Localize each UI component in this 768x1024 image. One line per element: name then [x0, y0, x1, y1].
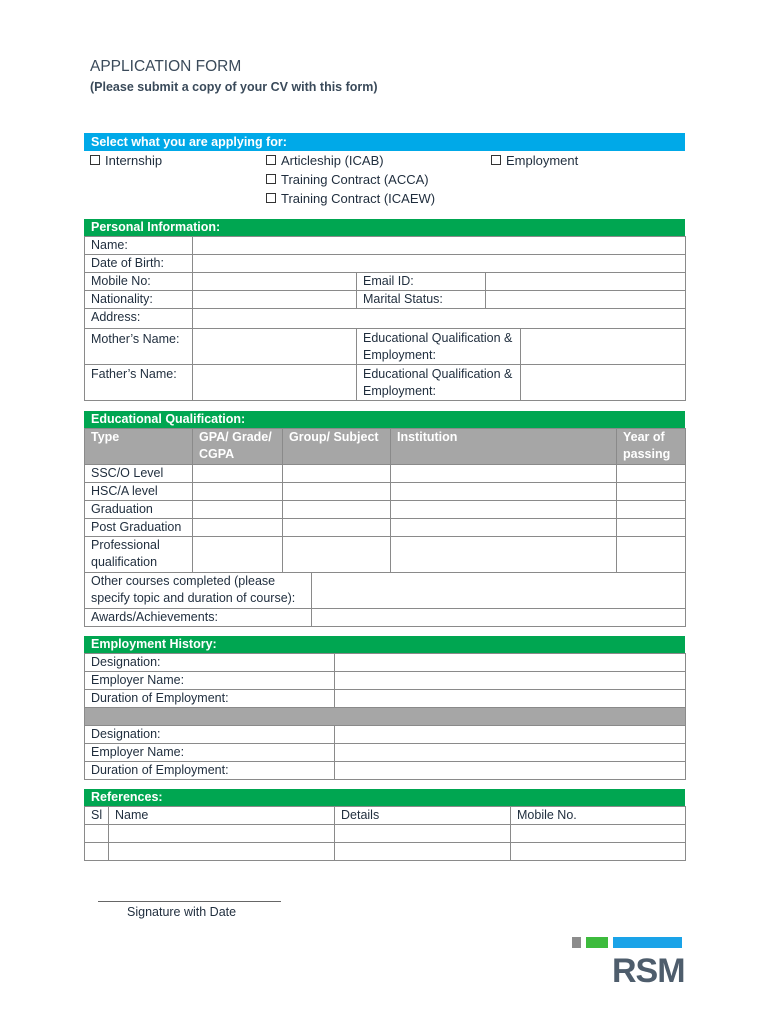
edu-col-gpa: GPA/ Grade/ CGPA — [193, 429, 283, 465]
applying-heading: Select what you are applying for: — [84, 133, 685, 151]
ref-cell[interactable] — [511, 843, 686, 861]
edu-row-label: Professional qualification — [85, 537, 193, 573]
references-heading: References: — [84, 789, 685, 806]
designation-field[interactable] — [335, 726, 686, 744]
edu-cell[interactable] — [391, 483, 617, 501]
edu-row-label: Post Graduation — [85, 519, 193, 537]
form-subtitle: (Please submit a copy of your CV with this form) — [90, 80, 378, 94]
employer-field[interactable] — [335, 672, 686, 690]
edu-cell[interactable] — [617, 537, 686, 573]
father-edu-field[interactable] — [521, 365, 686, 401]
table-row — [85, 483, 686, 501]
name-field[interactable] — [193, 237, 686, 255]
ref-cell[interactable] — [511, 825, 686, 843]
marital-field[interactable] — [486, 291, 686, 309]
edu-cell[interactable] — [193, 483, 283, 501]
father-edu-label: Educational Qualification & Employment: — [357, 365, 521, 401]
edu-col-type: Type — [85, 429, 193, 465]
employer-field[interactable] — [335, 744, 686, 762]
employment-heading: Employment History: — [84, 636, 685, 653]
personal-heading: Personal Information: — [84, 219, 685, 236]
education-table — [84, 428, 686, 627]
edu-cell[interactable] — [193, 519, 283, 537]
email-label: Email ID: — [357, 273, 486, 291]
edu-row-label: Graduation — [85, 501, 193, 519]
mother-edu-label: Educational Qualification & Employment: — [357, 329, 521, 365]
logo-blue-bar — [613, 937, 682, 948]
table-row — [85, 843, 686, 861]
address-field[interactable] — [193, 309, 686, 329]
designation-field[interactable] — [335, 654, 686, 672]
email-field[interactable] — [486, 273, 686, 291]
ref-cell[interactable] — [335, 825, 511, 843]
designation-label: Designation: — [85, 726, 335, 744]
ref-cell[interactable] — [109, 843, 335, 861]
mobile-label: Mobile No: — [85, 273, 193, 291]
address-label: Address: — [85, 309, 193, 329]
form-title: APPLICATION FORM — [90, 58, 242, 75]
table-row — [85, 537, 686, 573]
father-field[interactable] — [193, 365, 357, 401]
checkbox-icon[interactable] — [266, 174, 276, 184]
ref-cell[interactable] — [85, 825, 109, 843]
edu-cell[interactable] — [391, 465, 617, 483]
table-row — [85, 519, 686, 537]
checkbox-icon[interactable] — [266, 155, 276, 165]
edu-cell[interactable] — [283, 501, 391, 519]
checkbox-icon[interactable] — [90, 155, 100, 165]
edu-cell[interactable] — [283, 465, 391, 483]
mobile-field[interactable] — [193, 273, 357, 291]
other-courses-label: Other courses completed (please specify topic and duration of course): — [85, 573, 312, 609]
ref-col-details: Details — [335, 807, 511, 825]
awards-field[interactable] — [312, 609, 686, 627]
references-table — [84, 806, 686, 861]
father-label: Father’s Name: — [85, 365, 193, 401]
employer-label: Employer Name: — [85, 672, 335, 690]
mother-field[interactable] — [193, 329, 357, 365]
checkbox-icon[interactable] — [491, 155, 501, 165]
edu-col-year: Year of passing — [617, 429, 686, 465]
edu-cell[interactable] — [617, 465, 686, 483]
duration-field[interactable] — [335, 762, 686, 780]
personal-table — [84, 236, 686, 401]
edu-cell[interactable] — [617, 519, 686, 537]
table-row — [85, 825, 686, 843]
edu-cell[interactable] — [391, 537, 617, 573]
table-row — [85, 465, 686, 483]
option-articleship[interactable]: Articleship (ICAB) — [266, 153, 384, 168]
edu-col-institution: Institution — [391, 429, 617, 465]
nationality-field[interactable] — [193, 291, 357, 309]
employment-separator — [85, 708, 686, 726]
name-label: Name: — [85, 237, 193, 255]
duration-label: Duration of Employment: — [85, 690, 335, 708]
edu-cell[interactable] — [617, 483, 686, 501]
edu-cell[interactable] — [193, 501, 283, 519]
edu-cell[interactable] — [283, 483, 391, 501]
designation-label: Designation: — [85, 654, 335, 672]
ref-col-sl: Sl — [85, 807, 109, 825]
dob-label: Date of Birth: — [85, 255, 193, 273]
edu-cell[interactable] — [193, 537, 283, 573]
option-icaew[interactable]: Training Contract (ICAEW) — [266, 191, 435, 206]
logo-grey-bar — [572, 937, 581, 948]
edu-cell[interactable] — [617, 501, 686, 519]
logo-green-bar — [586, 937, 608, 948]
edu-cell[interactable] — [193, 465, 283, 483]
edu-row-label: HSC/A level — [85, 483, 193, 501]
mother-edu-field[interactable] — [521, 329, 686, 365]
marital-label: Marital Status: — [357, 291, 486, 309]
ref-cell[interactable] — [85, 843, 109, 861]
dob-field[interactable] — [193, 255, 686, 273]
mother-label: Mother’s Name: — [85, 329, 193, 365]
option-internship[interactable]: Internship — [90, 153, 162, 168]
ref-col-mobile: Mobile No. — [511, 807, 686, 825]
ref-cell[interactable] — [335, 843, 511, 861]
other-courses-field[interactable] — [312, 573, 686, 609]
duration-field[interactable] — [335, 690, 686, 708]
ref-col-name: Name — [109, 807, 335, 825]
edu-row-label: SSC/O Level — [85, 465, 193, 483]
education-heading: Educational Qualification: — [84, 411, 685, 428]
edu-col-group: Group/ Subject — [283, 429, 391, 465]
signature-label: Signature with Date — [127, 905, 237, 919]
ref-cell[interactable] — [109, 825, 335, 843]
checkbox-icon[interactable] — [266, 193, 276, 203]
nationality-label: Nationality: — [85, 291, 193, 309]
table-row — [85, 501, 686, 519]
rsm-logo: RSM — [612, 952, 685, 990]
employer-label: Employer Name: — [85, 744, 335, 762]
duration-label: Duration of Employment: — [85, 762, 335, 780]
signature-line[interactable] — [98, 901, 281, 902]
option-employment[interactable]: Employment — [491, 153, 578, 168]
edu-cell[interactable] — [391, 501, 617, 519]
edu-cell[interactable] — [283, 537, 391, 573]
edu-cell[interactable] — [283, 519, 391, 537]
edu-cell[interactable] — [391, 519, 617, 537]
awards-label: Awards/Achievements: — [85, 609, 312, 627]
employment-table — [84, 653, 686, 780]
option-acca[interactable]: Training Contract (ACCA) — [266, 172, 429, 187]
